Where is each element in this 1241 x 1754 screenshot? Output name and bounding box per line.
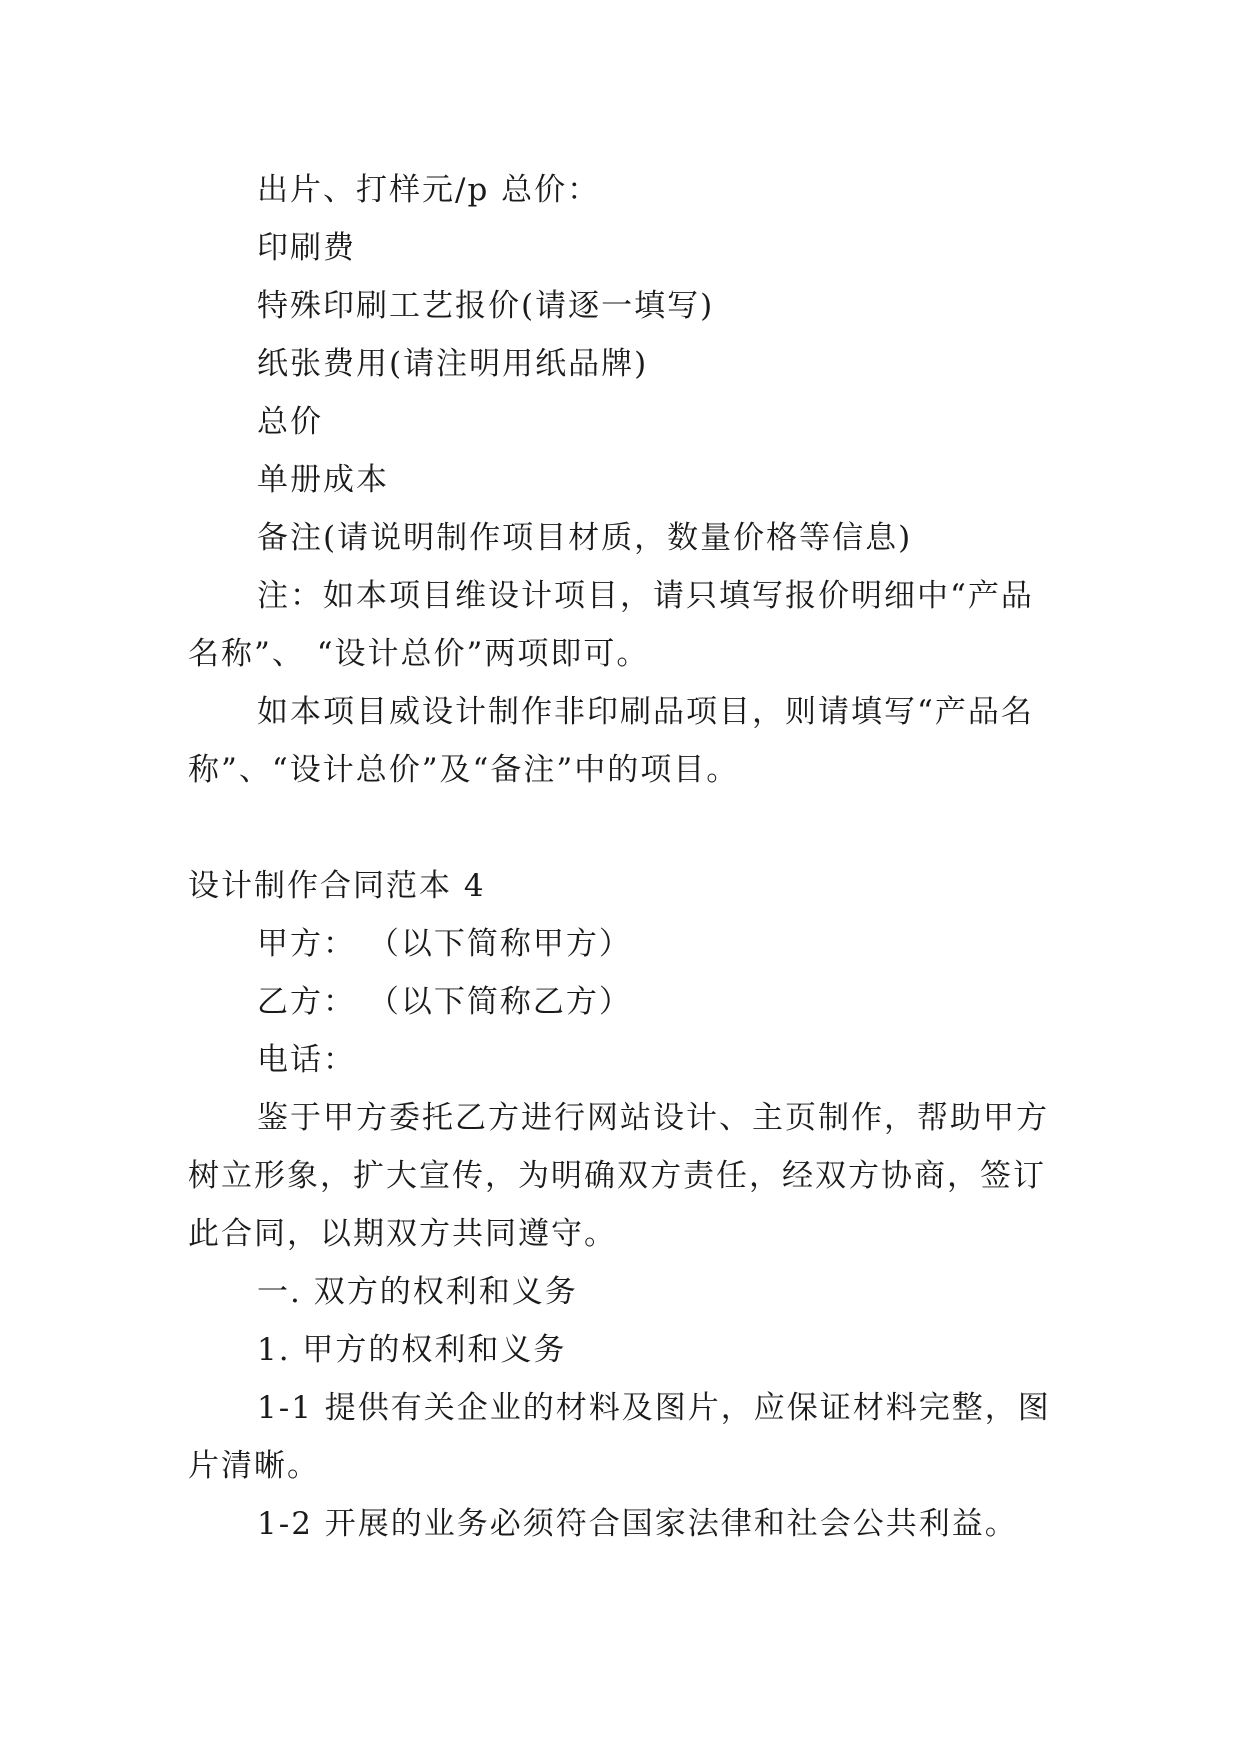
text-line-preamble: 鉴于甲方委托乙方进行网站设计、主页制作，帮助甲方: [257, 1100, 1049, 1136]
text-line-clause-1-1-cont: 片清晰。: [188, 1448, 320, 1484]
text-line-party-a: 甲方： （以下简称甲方）: [257, 926, 632, 962]
text-line-clause-1-1: 1-1 提供有关企业的材料及图片，应保证材料完整，图: [257, 1390, 1051, 1426]
text-line-clause-heading: 一. 双方的权利和义务: [257, 1274, 578, 1310]
text-line-printing-fee: 印刷费: [257, 230, 356, 266]
text-line-total-price: 总价: [257, 404, 323, 440]
text-line-party-b: 乙方： （以下简称乙方）: [257, 984, 632, 1020]
text-line-quote-price: 出片、打样元/p 总价：: [257, 172, 601, 208]
text-line-preamble-cont-2: 此合同，以期双方共同遵守。: [188, 1216, 617, 1252]
section-heading: 设计制作合同范本 4: [188, 868, 486, 904]
text-line-remarks: 备注(请说明制作项目材质，数量价格等信息): [257, 520, 913, 556]
text-line-paper-cost: 纸张费用(请注明用纸品牌): [257, 346, 649, 382]
text-line-clause-1: 1. 甲方的权利和义务: [257, 1332, 567, 1368]
text-line-note-2: 如本项目威设计制作非印刷品项目，则请填写“产品名: [257, 694, 1034, 730]
text-line-note-1: 注：如本项目维设计项目，请只填写报价明细中“产品: [257, 578, 1034, 614]
text-line-special-process: 特殊印刷工艺报价(请逐一填写): [257, 288, 715, 324]
text-line-preamble-cont-1: 树立形象，扩大宣传，为明确双方责任，经双方协商，签订: [188, 1158, 1046, 1194]
text-line-note-2-cont: 称”、“设计总价”及“备注”中的项目。: [188, 752, 740, 788]
text-line-clause-1-2: 1-2 开展的业务必须符合国家法律和社会公共利益。: [257, 1506, 1018, 1542]
text-line-note-1-cont: 名称”、 “设计总价”两项即可。: [188, 636, 650, 672]
text-line-unit-cost: 单册成本: [257, 462, 389, 498]
text-line-phone: 电话：: [257, 1042, 356, 1078]
